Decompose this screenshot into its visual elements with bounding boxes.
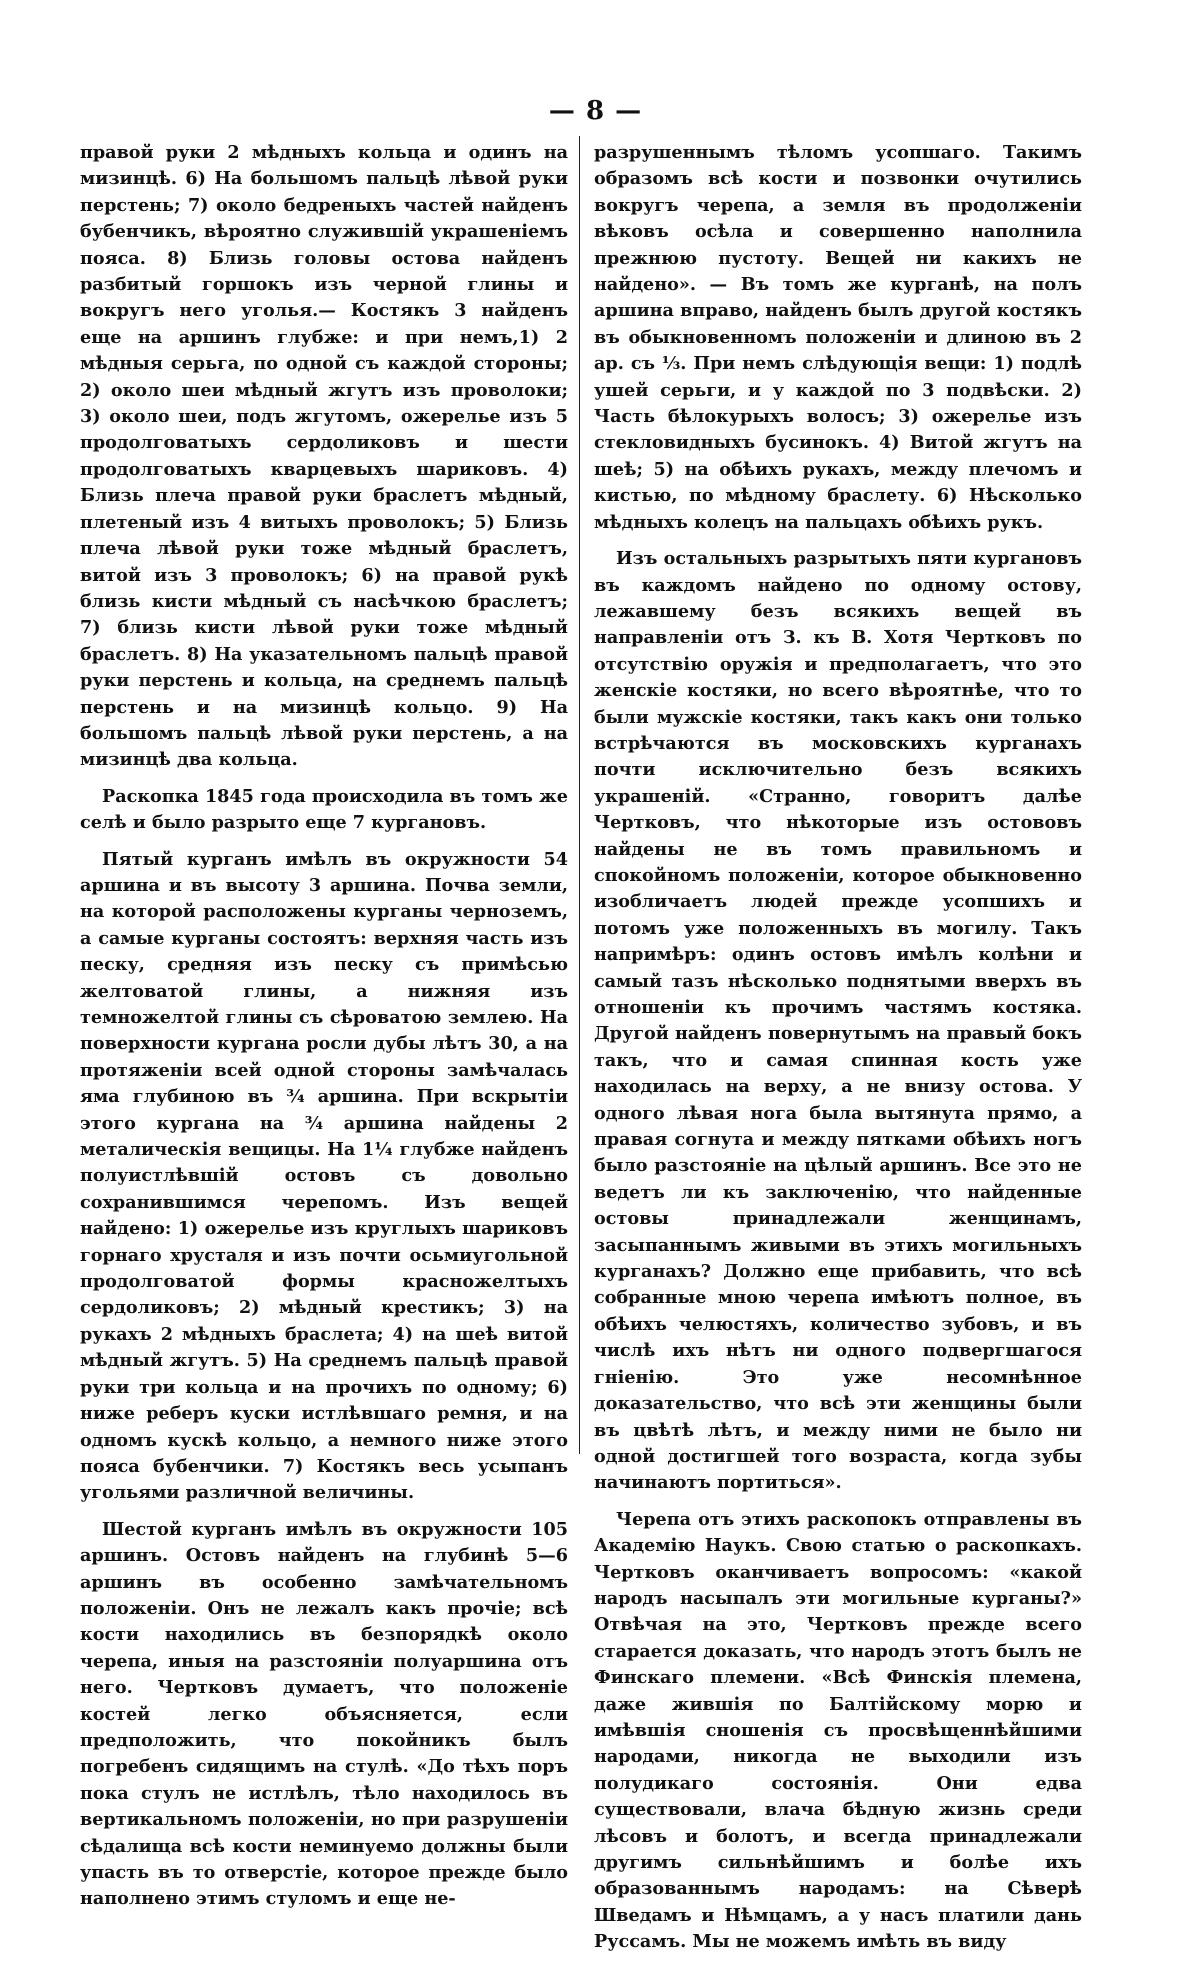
paragraph: Черепа отъ этихъ раскопокъ отправлены въ Академію Наукъ. Свою статью о раскопкахъ. Чертковъ оканчиваетъ вопросомъ: «какой народъ насыпалъ эти могильные курганы?» Отвѣчая на это, Чертковъ прежде всего старается доказать, что народъ этотъ былъ не Финскаго племени. «Всѣ Финскія племена, даже жившія по Балтійскому морю и имѣвшія сношенія съ просвѣщеннѣйшими народами, никогда не выходили изъ полудикаго состоянія. Они едва существовали, влача бѣдную жизнь среди лѣсовъ и болотъ, и всегда принадлежали другимъ сильнѣйшимъ и болѣе ихъ образованнымъ народамъ: на Сѣверѣ Шведамъ и Нѣмцамъ, а у насъ платили дань Руссамъ. Мы не можемъ имѣть въ виду [594, 1508, 1082, 1953]
column-divider [579, 136, 580, 1454]
paragraph: разрушеннымъ тѣломъ усопшаго. Такимъ образомъ всѣ кости и позвонки очутились вокругъ черепа, а земля въ продолженіи вѣковъ осѣла и совершенно наполнила прежнюю пустоту. Вещей ни какихъ не найдено». — Въ томъ же курганѣ, на полъ аршина вправо, найденъ былъ другой костякъ въ обыкновенномъ положеніи и длиною въ 2 ар. съ ⅓. При немъ слѣдующія вещи: 1) подлѣ ушей серьги, и у каждой по 3 подвѣски. 2) Часть бѣлокурыхъ волосъ; 3) ожерелье изъ стекловидныхъ бусинокъ. 4) Витой жгутъ на шеѣ; 5) на обѣихъ рукахъ, между плечомъ и кистью, по мѣдному браслету. 6) Нѣсколько мѣдныхъ колецъ на пальцахъ обѣихъ рукъ. [594, 142, 1082, 533]
right-column [594, 140, 1082, 1966]
paragraph: Изъ остальныхъ разрытыхъ пяти кургановъ въ каждомъ найдено по одному остову, лежавшему безъ всякихъ вещей въ направленіи отъ З. къ В. Хотя Чертковъ по отсутствію оружія и предполагаетъ, что это женскіе костяки, но всего вѣроятнѣе, что то были мужскіе костяки, такъ какъ они только встрѣчаются въ московскихъ курганахъ почти исключительно безъ всякихъ украшеній. «Странно, говоритъ далѣе Чертковъ, что нѣкоторые изъ остововъ найдены не въ томъ правильномъ и спокойномъ положеніи, которое обыкновенно изобличаетъ людей прежде усопшихъ и потомъ уже положенныхъ въ могилу. Такъ напримѣръ: одинъ остовъ имѣлъ колѣни и самый тазъ нѣсколько поднятыми вверхъ въ отношеніи къ прочимъ частямъ костяка. Другой найденъ повернутымъ на правый бокъ такъ, что и самая спинная кость уже находилась на верху, а не внизу остова. У одного лѣвая нога была вытянута прямо, а правая согнута и между пятками обѣихъ ногъ было разстояніе на цѣлый аршинъ. Все это не ведетъ ли къ заключенію, что найденные остовы принадлежали женщинамъ, засыпаннымъ живыми въ этихъ могильныхъ курганахъ? Должно еще прибавить, что всѣ собранные мною черепа имѣютъ полное, въ обѣихъ челюстяхъ, количество зубовъ, и въ числѣ ихъ нѣтъ ни одного подвергшагося гніенію. Это уже несомнѣнное доказательство, что всѣ эти женщины были въ цвѣтѣ лѣтъ, и между ними не было ни одной достигшей того возраста, когда зубы начинаютъ портиться». [594, 548, 1082, 1494]
paragraph: Шестой курганъ имѣлъ въ окружности 105 аршинъ. Остовъ найденъ на глубинѣ 5—6 аршинъ въ особенно замѣчательномъ положеніи. Онъ не лежалъ какъ прочіе; всѣ кости находились въ безпорядкѣ около черепа, иныя на разстояніи полуаршина отъ него. Чертковъ думаетъ, что положеніе костей легко объясняется, если предположить, что покойникъ былъ погребенъ сидящимъ на стулѣ. «До тѣхъ поръ пока стулъ не истлѣлъ, тѣло находилось въ вертикальномъ положеніи, но при разрушеніи сѣдалища всѣ кости неминуемо должны были упасть въ то отверстіе, которое прежде было наполнено этимъ стуломъ и еще не- [80, 1518, 568, 1910]
paragraph: правой руки 2 мѣдныхъ кольца и одинъ на мизинцѣ. 6) На большомъ пальцѣ лѣвой руки перстень; 7) около бедреныхъ частей найденъ бубенчикъ, вѣроятно служившій украшеніемъ пояса. 8) Близь головы остова найденъ разбитый горшокъ изъ черной глины и вокругъ него уголья.— Костякъ 3 найденъ еще на аршинъ глубже: и при немъ,1) 2 мѣдныя серьга, по одной съ каждой стороны; 2) около шеи мѣдный жгутъ изъ проволоки; 3) около шеи, подъ жгутомъ, ожерелье изъ 5 продолговатыхъ сердоликовъ и шести продолговатыхъ кварцевыхъ шариковъ. 4) Близь плеча правой руки браслетъ мѣдный, плетеный изъ 4 витыхъ проволокъ; 5) Близь плеча лѣвой руки тоже мѣдный браслетъ, витой изъ 3 проволокъ; 6) на правой рукѣ близь кисти мѣдный съ насѣчкою браслетъ; 7) близь кисти лѣвой руки тоже мѣдный браслетъ. 8) На указательномъ пальцѣ правой руки перстень и кольца, на среднемъ пальцѣ перстень и на мизинцѣ кольцо. 9) На большомъ пальцѣ лѣвой руки перстень, а на мизинцѣ два кольца. [80, 142, 568, 771]
left-column [80, 140, 568, 1923]
paragraph: Раскопка 1845 года происходила въ томъ же селѣ и было разрыто еще 7 кургановъ. [80, 785, 568, 834]
page-number: — 8 — [548, 96, 643, 126]
paragraph: Пятый курганъ имѣлъ въ окружности 54 аршина и въ высоту 3 аршина. Почва земли, на которой расположены курганы черноземъ, а самые курганы состоятъ: верхняя часть изъ песку, средняя изъ песку съ примѣсью желтоватой глины, а нижняя изъ темножелтой глины съ сѣроватою землею. На поверхности кургана росли дубы лѣтъ 30, а на протяженіи всей одной стороны замѣчалась яма глубиною въ ¾ аршина. При вскрытіи этого кургана на ¾ аршина найдены 2 металическія вещицы. На 1¼ глубже найденъ полуистлѣвшій остовъ съ довольно сохранившимся черепомъ. Изъ вещей найдено: 1) ожерелье изъ круглыхъ шариковъ горнаго хрусталя и изъ почти осьмиугольной продолговатой формы красножелтыхъ сердоликовъ; 2) мѣдный крестикъ; 3) на рукахъ 2 мѣдныхъ браслета; 4) на шеѣ витой мѣдный жгутъ. 5) На среднемъ пальцѣ правой руки три кольца и на прочихъ по одному; 6) ниже реберъ куски истлѣвшаго ремня, и на одномъ кускѣ кольцо, а немного ниже этого пояса бубенчики. 7) Костякъ весь усыпанъ угольями различной величины. [80, 848, 568, 1504]
